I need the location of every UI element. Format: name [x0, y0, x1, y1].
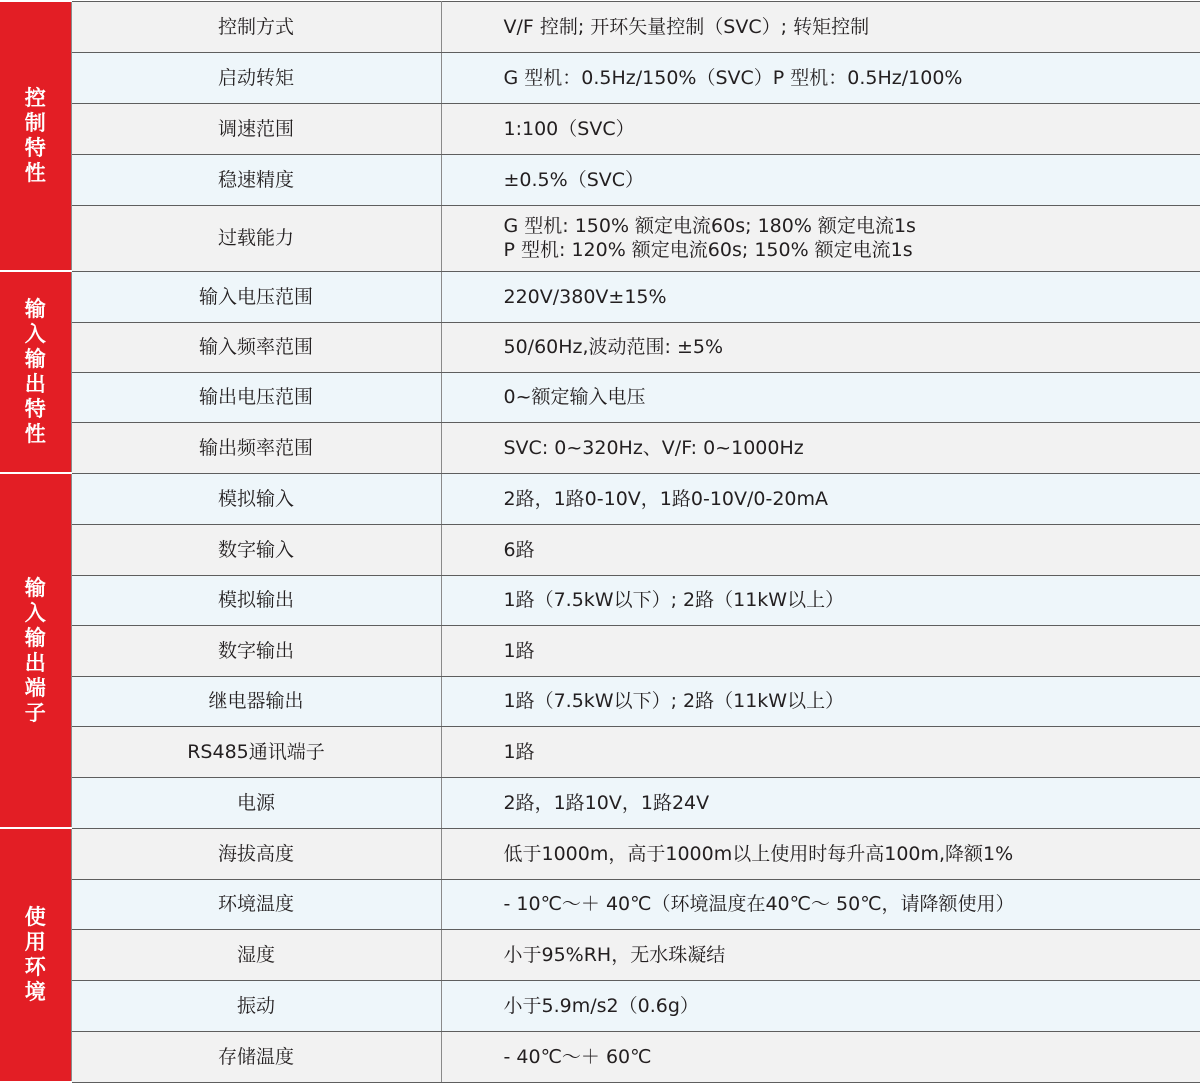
spec-row [0, 473, 1200, 524]
spec-item-label: 输入频率范围 [71, 322, 441, 372]
spec-value-line: 1:100（SVC） [504, 117, 1200, 141]
spec-value [441, 473, 1200, 524]
spec-row [0, 52, 1200, 103]
spec-item-label: 振动 [71, 980, 441, 1031]
spec-item-label: 存储温度 [71, 1031, 441, 1082]
spec-value [441, 828, 1200, 879]
category-label [0, 473, 71, 828]
spec-row [0, 103, 1200, 154]
spec-row [0, 676, 1200, 726]
spec-row [0, 524, 1200, 575]
spec-row [0, 726, 1200, 777]
spec-value [441, 524, 1200, 575]
spec-item-label: 电源 [71, 777, 441, 828]
spec-value [441, 1, 1200, 52]
spec-row [0, 929, 1200, 980]
spec-value-line: 220V/380V±15% [504, 285, 1200, 309]
spec-value-line: 2路，1路0-10V，1路0-10V/0-20mA [504, 487, 1200, 511]
spec-item-label: 稳速精度 [71, 154, 441, 205]
spec-value-line: 50/60Hz,波动范围: ±5% [504, 335, 1200, 359]
spec-item-label: 数字输出 [71, 625, 441, 676]
spec-row [0, 625, 1200, 676]
spec-row [0, 372, 1200, 422]
spec-value-line: 低于1000m，高于1000m以上使用时每升高100m,降额1% [504, 842, 1200, 866]
spec-row [0, 322, 1200, 372]
spec-item-label: 输入电压范围 [71, 271, 441, 322]
spec-value-line: ±0.5%（SVC） [504, 168, 1200, 192]
category-title: 控 制 特 性 [0, 86, 71, 186]
category-label [0, 271, 71, 473]
spec-row [0, 1031, 1200, 1082]
spec-item-label: 海拔高度 [71, 828, 441, 879]
spec-value [441, 422, 1200, 473]
spec-value-line: 0~额定输入电压 [504, 385, 1200, 409]
spec-item-label: 数字输入 [71, 524, 441, 575]
spec-value [441, 52, 1200, 103]
spec-item-label: 湿度 [71, 929, 441, 980]
spec-value-line: G 型机：0.5Hz/150%（SVC）P 型机：0.5Hz/100% [504, 66, 1200, 90]
spec-value [441, 777, 1200, 828]
spec-value [441, 322, 1200, 372]
spec-item-label: 输出电压范围 [71, 372, 441, 422]
spec-value-line: 1路（7.5kW以下）; 2路（11kW以上） [504, 588, 1200, 612]
spec-value [441, 625, 1200, 676]
spec-value [441, 372, 1200, 422]
spec-row [0, 1, 1200, 52]
spec-row [0, 828, 1200, 879]
category-label [0, 828, 71, 1082]
spec-value [441, 575, 1200, 625]
category-label [0, 1, 71, 271]
spec-item-label: RS485通讯端子 [71, 726, 441, 777]
spec-row [0, 271, 1200, 322]
spec-value [441, 676, 1200, 726]
spec-item-label: 输出频率范围 [71, 422, 441, 473]
spec-value [441, 879, 1200, 929]
spec-row [0, 879, 1200, 929]
spec-value-line: V/F 控制; 开环矢量控制（SVC）; 转矩控制 [504, 15, 1200, 39]
category-title: 输 入 输 出 端 子 [0, 576, 71, 726]
spec-value [441, 103, 1200, 154]
spec-value [441, 929, 1200, 980]
spec-item-label: 调速范围 [71, 103, 441, 154]
spec-item-label: 模拟输入 [71, 473, 441, 524]
spec-value [441, 980, 1200, 1031]
spec-value-line: 2路，1路10V，1路24V [504, 791, 1200, 815]
spec-value-line: 1路（7.5kW以下）; 2路（11kW以上） [504, 689, 1200, 713]
spec-value-line: 小于5.9m/s2（0.6g） [504, 994, 1200, 1018]
spec-item-label: 启动转矩 [71, 52, 441, 103]
spec-value-line: 1路 [504, 639, 1200, 663]
spec-item-label: 控制方式 [71, 1, 441, 52]
spec-item-label: 模拟输出 [71, 575, 441, 625]
spec-row [0, 777, 1200, 828]
spec-value [441, 154, 1200, 205]
spec-row [0, 422, 1200, 473]
spec-row [0, 980, 1200, 1031]
spec-value-line: 1路 [504, 740, 1200, 764]
spec-value-line: SVC: 0~320Hz、V/F: 0~1000Hz [504, 436, 1200, 460]
spec-value [441, 271, 1200, 322]
spec-value [441, 205, 1200, 271]
spec-item-label: 环境温度 [71, 879, 441, 929]
category-title: 使 用 环 境 [0, 905, 71, 1005]
spec-row [0, 205, 1200, 271]
spec-table-body [0, 1, 1200, 1082]
category-title: 输 入 输 出 特 性 [0, 297, 71, 447]
spec-value-line: - 10℃～＋ 40℃（环境温度在40℃～ 50℃，请降额使用） [504, 892, 1200, 916]
spec-value-line: - 40℃～＋ 60℃ [504, 1045, 1200, 1069]
spec-value-line: 6路 [504, 538, 1200, 562]
spec-item-label: 继电器输出 [71, 676, 441, 726]
spec-row [0, 575, 1200, 625]
spec-item-label: 过载能力 [71, 205, 441, 271]
spec-value-line: 小于95%RH，无水珠凝结 [504, 943, 1200, 967]
spec-value-line: P 型机: 120% 额定电流60s; 150% 额定电流1s [504, 238, 1200, 262]
spec-value-line: G 型机: 150% 额定电流60s; 180% 额定电流1s [504, 214, 1200, 238]
spec-row [0, 154, 1200, 205]
spec-value [441, 726, 1200, 777]
spec-value [441, 1031, 1200, 1082]
